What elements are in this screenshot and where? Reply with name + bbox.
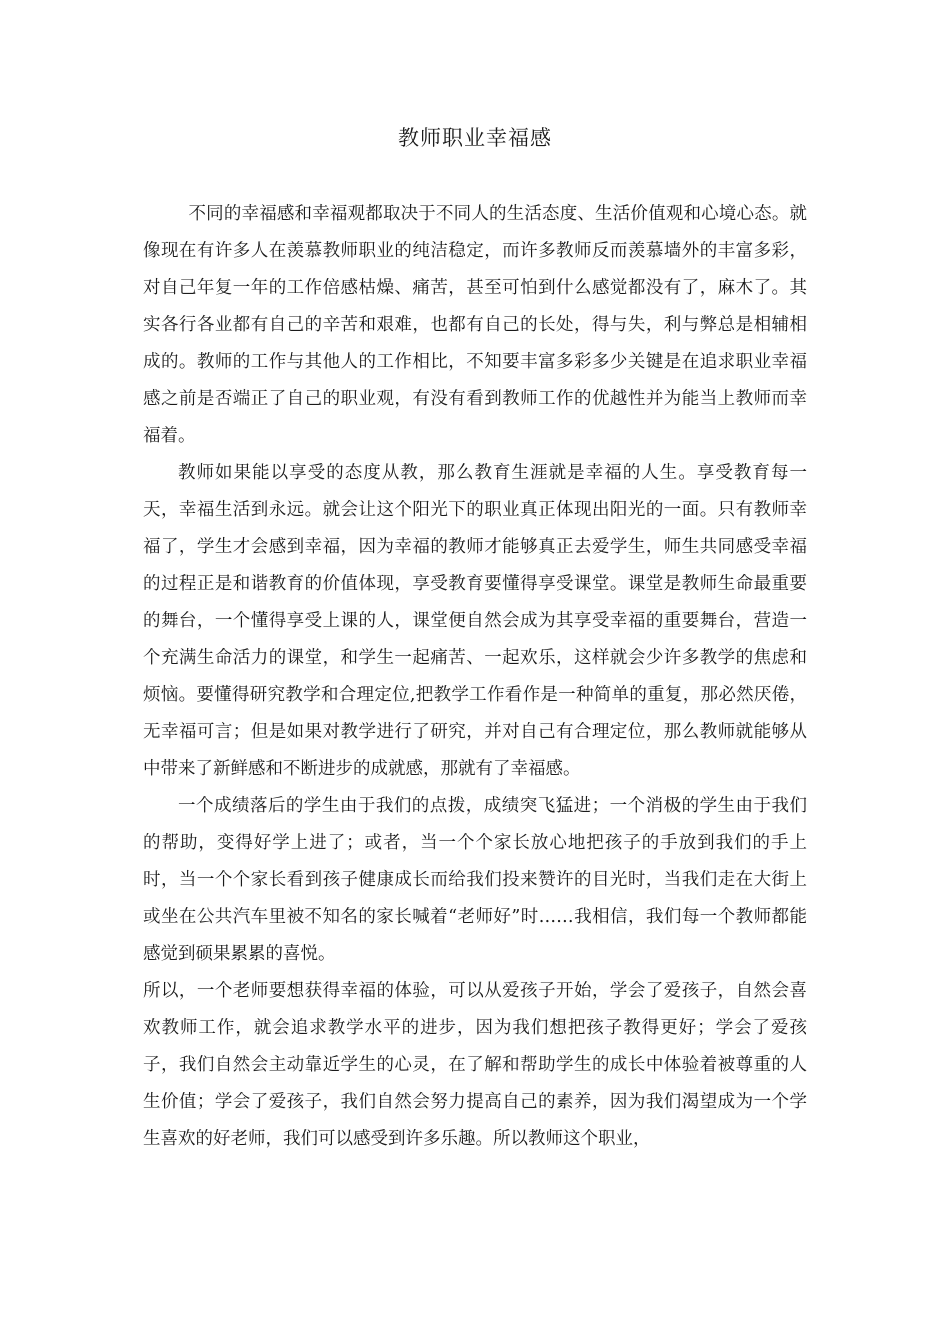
- paragraph-2: 教师如果能以享受的态度从教，那么教育生涯就是幸福的人生。享受教育每一天，幸福生活到永远。就会让这个阳光下的职业真正体现出阳光的一面。只有教师幸福了，学生才会感到幸福，因为幸福的教师才能够真正去爱学生，师生共同感受幸福的过程正是和谐教育的价值体现，享受教育要懂得享受课堂。课堂是教师生命最重要的舞台，一个懂得享受上课的人，课堂便自然会成为其享受幸福的重要舞台，营造一个充满生命活力的课堂，和学生一起痛苦、一起欢乐，这样就会少许多教学的焦虑和烦恼。要懂得研究教学和合理定位,把教学工作看作是一种简单的重复，那必然厌倦，无幸福可言；但是如果对教学进行了研究，并对自己有合理定位，那么教师就能够从中带来了新鲜感和不断进步的成就感，那就有了幸福感。: [143, 463, 807, 779]
- paragraph-4: 所以，一个老师要想获得幸福的体验，可以从爱孩子开始，学会了爱孩子，自然会喜欢教师工作，就会追求教学水平的进步，因为我们想把孩子教得更好；学会了爱孩子，我们自然会主动靠近学生的心灵，在了解和帮助学生的成长中体验着被尊重的人生价值；学会了爱孩子，我们自然会努力提高自己的素养，因为我们渴望成为一个学生喜欢的好老师，我们可以感受到许多乐趣。所以教师这个职业，: [143, 981, 807, 1149]
- paragraph-3: 一个成绩落后的学生由于我们的点拨，成绩突飞猛进；一个消极的学生由于我们的帮助，变得好学上进了；或者，当一个个家长放心地把孩子的手放到我们的手上时，当一个个家长看到孩子健康成长而给我们投来赞许的目光时，当我们走在大街上或坐在公共汽车里被不知名的家长喊着“老师好”时……我相信，我们每一个教师都能感觉到硕果累累的喜悦。: [143, 796, 807, 964]
- paragraph-1: 不同的幸福感和幸福观都取决于不同人的生活态度、生活价值观和心境心态。就像现在有许多人在羡慕教师职业的纯洁稳定，而许多教师反而羡慕墙外的丰富多彩，对自己年复一年的工作倍感枯燥、痛苦，甚至可怕到什么感觉都没有了，麻木了。其实各行各业都有自己的辛苦和艰难，也都有自己的长处，得与失，利与弊总是相辅相成的。教师的工作与其他人的工作相比，不知要丰富多彩多少关键是在追求职业幸福感之前是否端正了自己的职业观，有没有看到教师工作的优越性并为能当上教师而幸福着。: [143, 204, 807, 446]
- document-title: 教师职业幸福感: [398, 126, 552, 150]
- document-body: [143, 196, 807, 1158]
